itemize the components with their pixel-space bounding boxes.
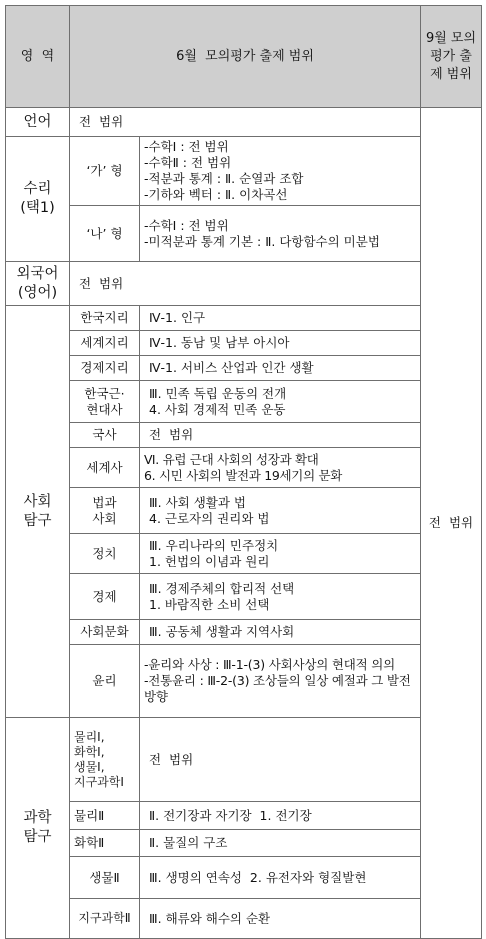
science-row-2 (6, 830, 482, 857)
social-subject-9: 사회문화 (70, 620, 140, 645)
sept-range: 전 범위 (421, 108, 482, 939)
math-na-range: -수학Ⅰ : 전 범위 -미적분과 통계 기본 : Ⅱ. 다항함수의 미분법 (140, 206, 421, 262)
area-language: 언어 (6, 108, 70, 137)
social-subject-5: 세계사 (70, 448, 140, 488)
math-na-label: ‘나’ 형 (70, 206, 140, 262)
math-ga-label: ‘가’ 형 (70, 137, 140, 206)
social-range-10: -윤리와 사상 : Ⅲ-1-(3) 사회사상의 현대적 의의 -전통윤리 : Ⅲ-2-(3) 조상들의 일상 예절과 그 발전방향 (140, 645, 421, 718)
area-math: 수리 (택1) (6, 137, 70, 262)
area-science: 과학 탐구 (6, 718, 70, 939)
social-subject-3: 한국근· 현대사 (70, 381, 140, 423)
social-row-1 (6, 331, 482, 356)
social-row-2 (6, 356, 482, 381)
social-row-0 (6, 306, 482, 331)
science-row-1 (6, 802, 482, 830)
row-foreign (6, 262, 482, 306)
social-subject-10: 윤리 (70, 645, 140, 718)
science-range-3: Ⅲ. 생명의 연속성 2. 유전자와 형질발현 (140, 857, 421, 899)
science-subject-2: 화학Ⅱ (70, 830, 140, 857)
social-row-6 (6, 488, 482, 534)
social-range-8: Ⅲ. 경제주체의 합리적 선택 1. 바람직한 소비 선택 (140, 574, 421, 620)
science-row-4 (6, 899, 482, 939)
header-row (6, 6, 482, 108)
social-range-9: Ⅲ. 공동체 생활과 지역사회 (140, 620, 421, 645)
science-range-2: Ⅱ. 물질의 구조 (140, 830, 421, 857)
science-range-4: Ⅲ. 해류와 해수의 순환 (140, 899, 421, 939)
header-june: 6월 모의평가 출제 범위 (70, 6, 421, 108)
math-ga-range: -수학Ⅰ : 전 범위 -수학Ⅱ : 전 범위 -적분과 통계 : Ⅱ. 순열과 조합 -기하와 벡터 : Ⅱ. 이차곡선 (140, 137, 421, 206)
foreign-range: 전 범위 (70, 262, 421, 306)
social-range-4: 전 범위 (140, 423, 421, 448)
social-row-4 (6, 423, 482, 448)
science-row-0 (6, 718, 482, 802)
science-range-1: Ⅱ. 전기장과 자기장 1. 전기장 (140, 802, 421, 830)
science-subject-4: 지구과학Ⅱ (70, 899, 140, 939)
science-range-0: 전 범위 (140, 718, 421, 802)
header-sept: 9월 모의평가 출제 범위 (421, 6, 482, 108)
science-subject-1: 물리Ⅱ (70, 802, 140, 830)
social-row-3 (6, 381, 482, 423)
social-range-1: Ⅳ-1. 동남 및 남부 아시아 (140, 331, 421, 356)
social-range-6: Ⅲ. 사회 생활과 법 4. 근로자의 권리와 법 (140, 488, 421, 534)
row-math-na (6, 206, 482, 262)
social-row-8 (6, 574, 482, 620)
science-subject-0: 물리Ⅰ, 화학Ⅰ, 생물Ⅰ, 지구과학Ⅰ (70, 718, 140, 802)
science-subject-3: 생물Ⅱ (70, 857, 140, 899)
social-subject-4: 국사 (70, 423, 140, 448)
social-range-2: Ⅳ-1. 서비스 산업과 인간 생활 (140, 356, 421, 381)
area-social: 사회 탐구 (6, 306, 70, 718)
social-subject-7: 정치 (70, 534, 140, 574)
social-subject-0: 한국지리 (70, 306, 140, 331)
social-row-5 (6, 448, 482, 488)
social-subject-1: 세계지리 (70, 331, 140, 356)
language-range: 전 범위 (70, 108, 421, 137)
social-row-9 (6, 620, 482, 645)
social-row-10 (6, 645, 482, 718)
row-language (6, 108, 482, 137)
social-range-3: Ⅲ. 민족 독립 운동의 전개 4. 사회 경제적 민족 운동 (140, 381, 421, 423)
row-math-ga (6, 137, 482, 206)
social-range-0: Ⅳ-1. 인구 (140, 306, 421, 331)
social-row-7 (6, 534, 482, 574)
social-subject-6: 법과 사회 (70, 488, 140, 534)
social-range-5: Ⅵ. 유럽 근대 사회의 성장과 확대 6. 시민 사회의 발전과 19세기의 문화 (140, 448, 421, 488)
social-subject-2: 경제지리 (70, 356, 140, 381)
exam-range-table (5, 5, 482, 939)
social-subject-8: 경제 (70, 574, 140, 620)
social-range-7: Ⅲ. 우리나라의 민주정치 1. 헌법의 이념과 원리 (140, 534, 421, 574)
area-foreign: 외국어 (영어) (6, 262, 70, 306)
header-area: 영 역 (6, 6, 70, 108)
science-row-3 (6, 857, 482, 899)
